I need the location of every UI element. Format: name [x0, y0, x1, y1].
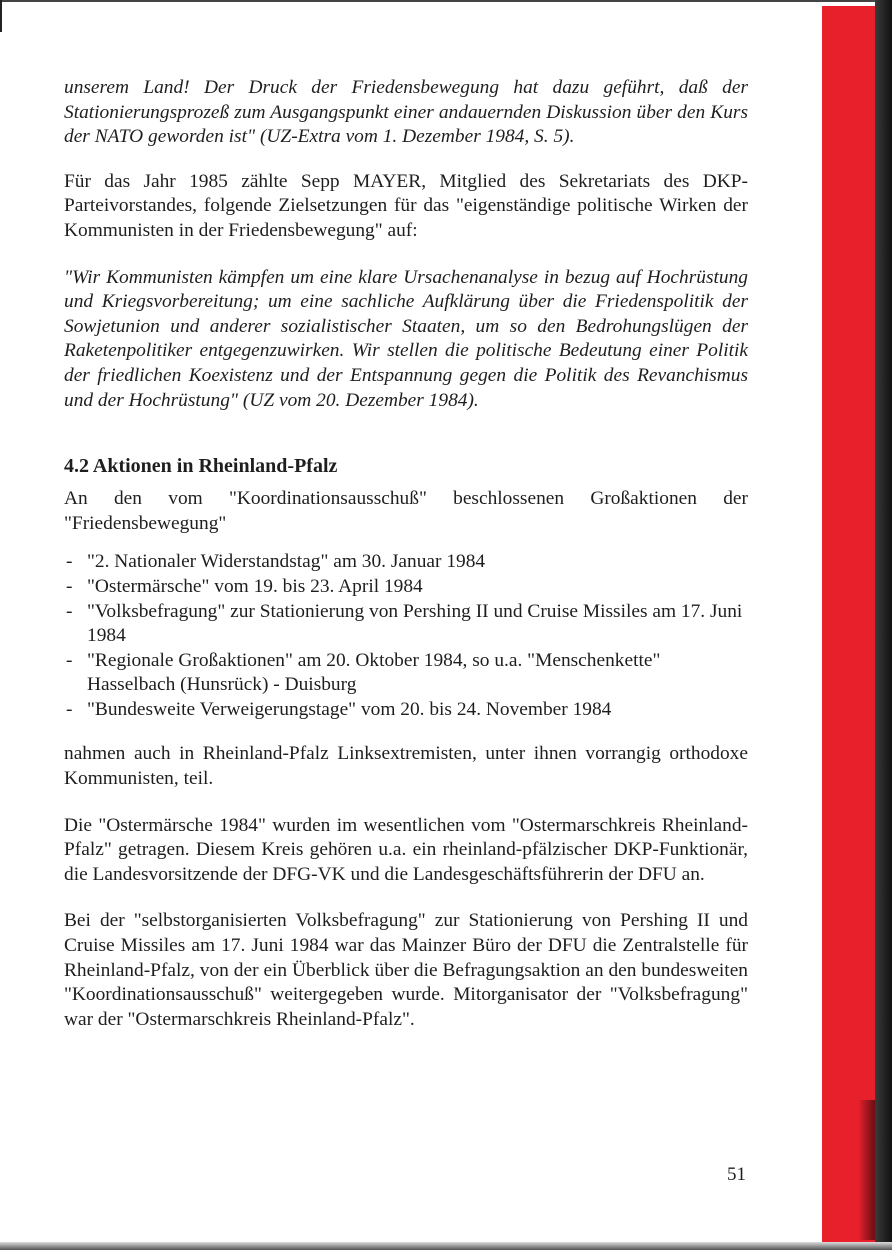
list-item-text: "2. Nationaler Widerstandstag" am 30. Januar 1984 [87, 551, 486, 573]
list-item-text: "Ostermärsche" vom 19. bis 23. April 1984 [87, 575, 423, 597]
page-left-edge [0, 0, 2, 32]
paragraph-volksbefragung: Bei der "selbstorganisierten Volksbefragung" zur Stationierung von Pershing II und Cruise Missiles am 17. Juni 1984 war das Mainzer Büro der DFU die Zentralstelle für Rheinland-Pfalz, von der ein Überblick über die Befragungsaktion an den bundesweiten "Koordinationsausschuß" weitergegeben wurde. Mitorganisator der "Volksbefragung" war der "Ostermarschkreis Rheinland-Pfalz". [64, 910, 748, 1030]
list-item-text: "Bundesweite Verweigerungstage" vom 20. bis 24. November 1984 [87, 698, 612, 720]
section-heading: 4.2 Aktionen in Rheinland-Pfalz [64, 455, 338, 478]
paragraph-after-list: nahmen auch in Rheinland-Pfalz Linksextremisten, unter ihnen vorrangig orthodoxe Kommunisten, teil. [64, 743, 748, 790]
edge-shadow [858, 1100, 875, 1240]
event-list [64, 550, 748, 722]
quote-continuation: unserem Land! Der Druck der Friedensbewegung hat dazu geführt, daß der Stationierungsprozeß zum Ausgangspunkt einer andauernden Diskussion über den Kurs der NATO geworden ist" (UZ-Extra vom 1. Dezember 1984, S. 5). [64, 77, 748, 148]
list-item-text: "Regionale Großaktionen" am 20. Oktober 1984, so u.a. "Menschenkette" Hasselbach (Hunsrück) - Duisburg [87, 649, 661, 696]
list-item: - "Regionale Großaktionen" am 20. Oktober 1984, so u.a. "Menschenkette" Hasselbach (Hunsrück) - Duisburg [66, 649, 661, 696]
page-number: 51 [727, 1164, 746, 1185]
list-item: - "Bundesweite Verweigerungstage" vom 20. bis 24. November 1984 [66, 698, 612, 720]
page-top-edge [0, 0, 892, 2]
paragraph-ostermaersche: Die "Ostermärsche 1984" wurden im wesentlichen vom "Ostermarschkreis Rheinland-Pfalz" getragen. Diesem Kreis gehören u.a. ein rheinland-pfälzischer DKP-Funktionär, die Landesvorsitzende der DFG-VK und die Landesgeschäftsführerin der DFU an. [64, 814, 748, 885]
red-thumb-tab [822, 6, 875, 1244]
quote-mayer: "Wir Kommunisten kämpfen um eine klare Ursachenanalyse in bezug auf Hochrüstung und Kriegsvorbereitung; um eine sachliche Aufklärung über die Friedenspolitik der Sowjetunion und anderer sozialistischer Staaten, um so den Bedrohungslügen der Raketenpolitiker entgegenzuwirken. Wir stellen die politische Bedeutung einer Politik der friedlichen Koexistenz und der Entspannung gegen die Politik des Revanchismus und der Hochrüstung" (UZ vom 20. Dezember 1984). [64, 266, 748, 411]
paragraph-intro: An den vom "Koordinationsausschuß" beschlossenen Großaktionen der "Friedensbewegung" [64, 488, 748, 534]
book-edge [875, 0, 892, 1250]
list-item: - "2. Nationaler Widerstandstag" am 30. Januar 1984 [66, 551, 486, 573]
page-bottom-edge [0, 1242, 892, 1250]
list-item-text: "Volksbefragung" zur Stationierung von Pershing II und Cruise Missiles am 17. Juni 1984 [87, 600, 743, 647]
page-content [64, 76, 748, 1032]
list-item: - "Ostermärsche" vom 19. bis 23. April 1984 [66, 575, 423, 597]
paragraph-mayer: Für das Jahr 1985 zählte Sepp MAYER, Mitglied des Sekretariats des DKP-Parteivorstandes, folgende Zielsetzungen für das "eigenständige politische Wirken der Kommunisten in der Friedensbewegung" auf: [64, 170, 748, 241]
list-item: - "Volksbefragung" zur Stationierung von Pershing II und Cruise Missiles am 17. Juni 1984 [66, 600, 743, 647]
